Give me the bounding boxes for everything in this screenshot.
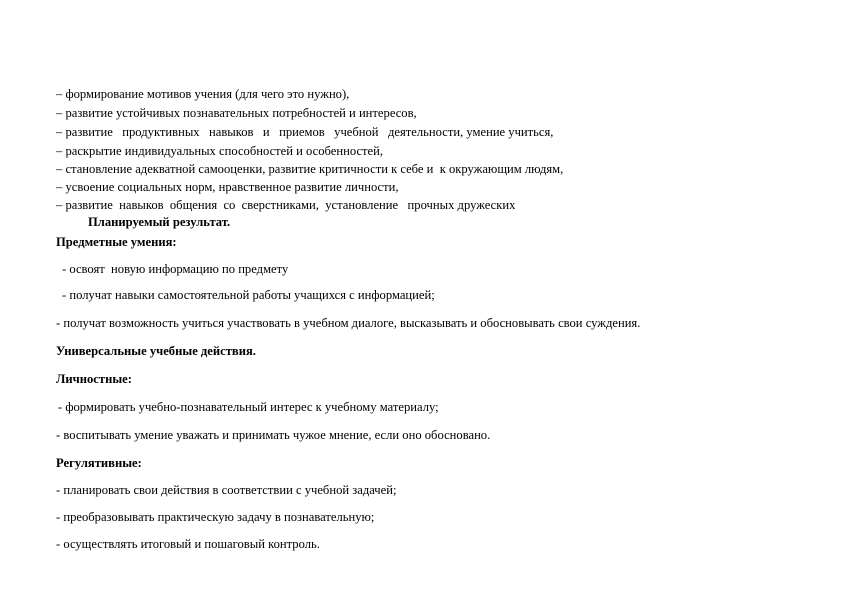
goal-item: – становление адекватной самооценки, развитие критичности к себе и к окружающим людям, — [56, 162, 564, 176]
subject-skills-heading: Предметные умения: — [56, 235, 177, 249]
regulatory-item: - планировать свои действия в соответствии с учебной задачей; — [56, 483, 397, 497]
subject-skill-item: - получат навыки самостоятельной работы учащихся с информацией; — [62, 288, 435, 302]
goal-item: – раскрытие индивидуальных способностей и особенностей, — [56, 144, 384, 158]
goal-item: – развитие навыков общения со сверстниками, установление прочных дружеских — [56, 198, 516, 212]
goal-item: – развитие продуктивных навыков и приемов учебной деятельности, умение учиться, — [56, 125, 554, 139]
subject-skill-item: - получат возможность учиться участвовать в учебном диалоге, высказывать и обосновывать свои суждения. — [56, 316, 641, 330]
regulatory-item: - осуществлять итоговый и пошаговый контроль. — [56, 537, 320, 551]
goal-item: – формирование мотивов учения (для чего это нужно), — [56, 87, 350, 101]
personal-item: - воспитывать умение уважать и принимать чужое мнение, если оно обосновано. — [56, 428, 491, 442]
goal-item: – усвоение социальных норм, нравственное развитие личности, — [56, 180, 399, 194]
universal-actions-heading: Универсальные учебные действия. — [56, 344, 256, 358]
goal-item: – развитие устойчивых познавательных потребностей и интересов, — [56, 106, 417, 120]
regulatory-heading: Регулятивные: — [56, 456, 142, 470]
regulatory-item: - преобразовывать практическую задачу в познавательную; — [56, 510, 375, 524]
personal-item: - формировать учебно-познавательный интерес к учебному материалу; — [58, 400, 439, 414]
subject-skill-item: - освоят новую информацию по предмету — [62, 262, 289, 276]
personal-heading: Личностные: — [56, 372, 132, 386]
planned-result-heading: Планируемый результат. — [88, 215, 231, 229]
